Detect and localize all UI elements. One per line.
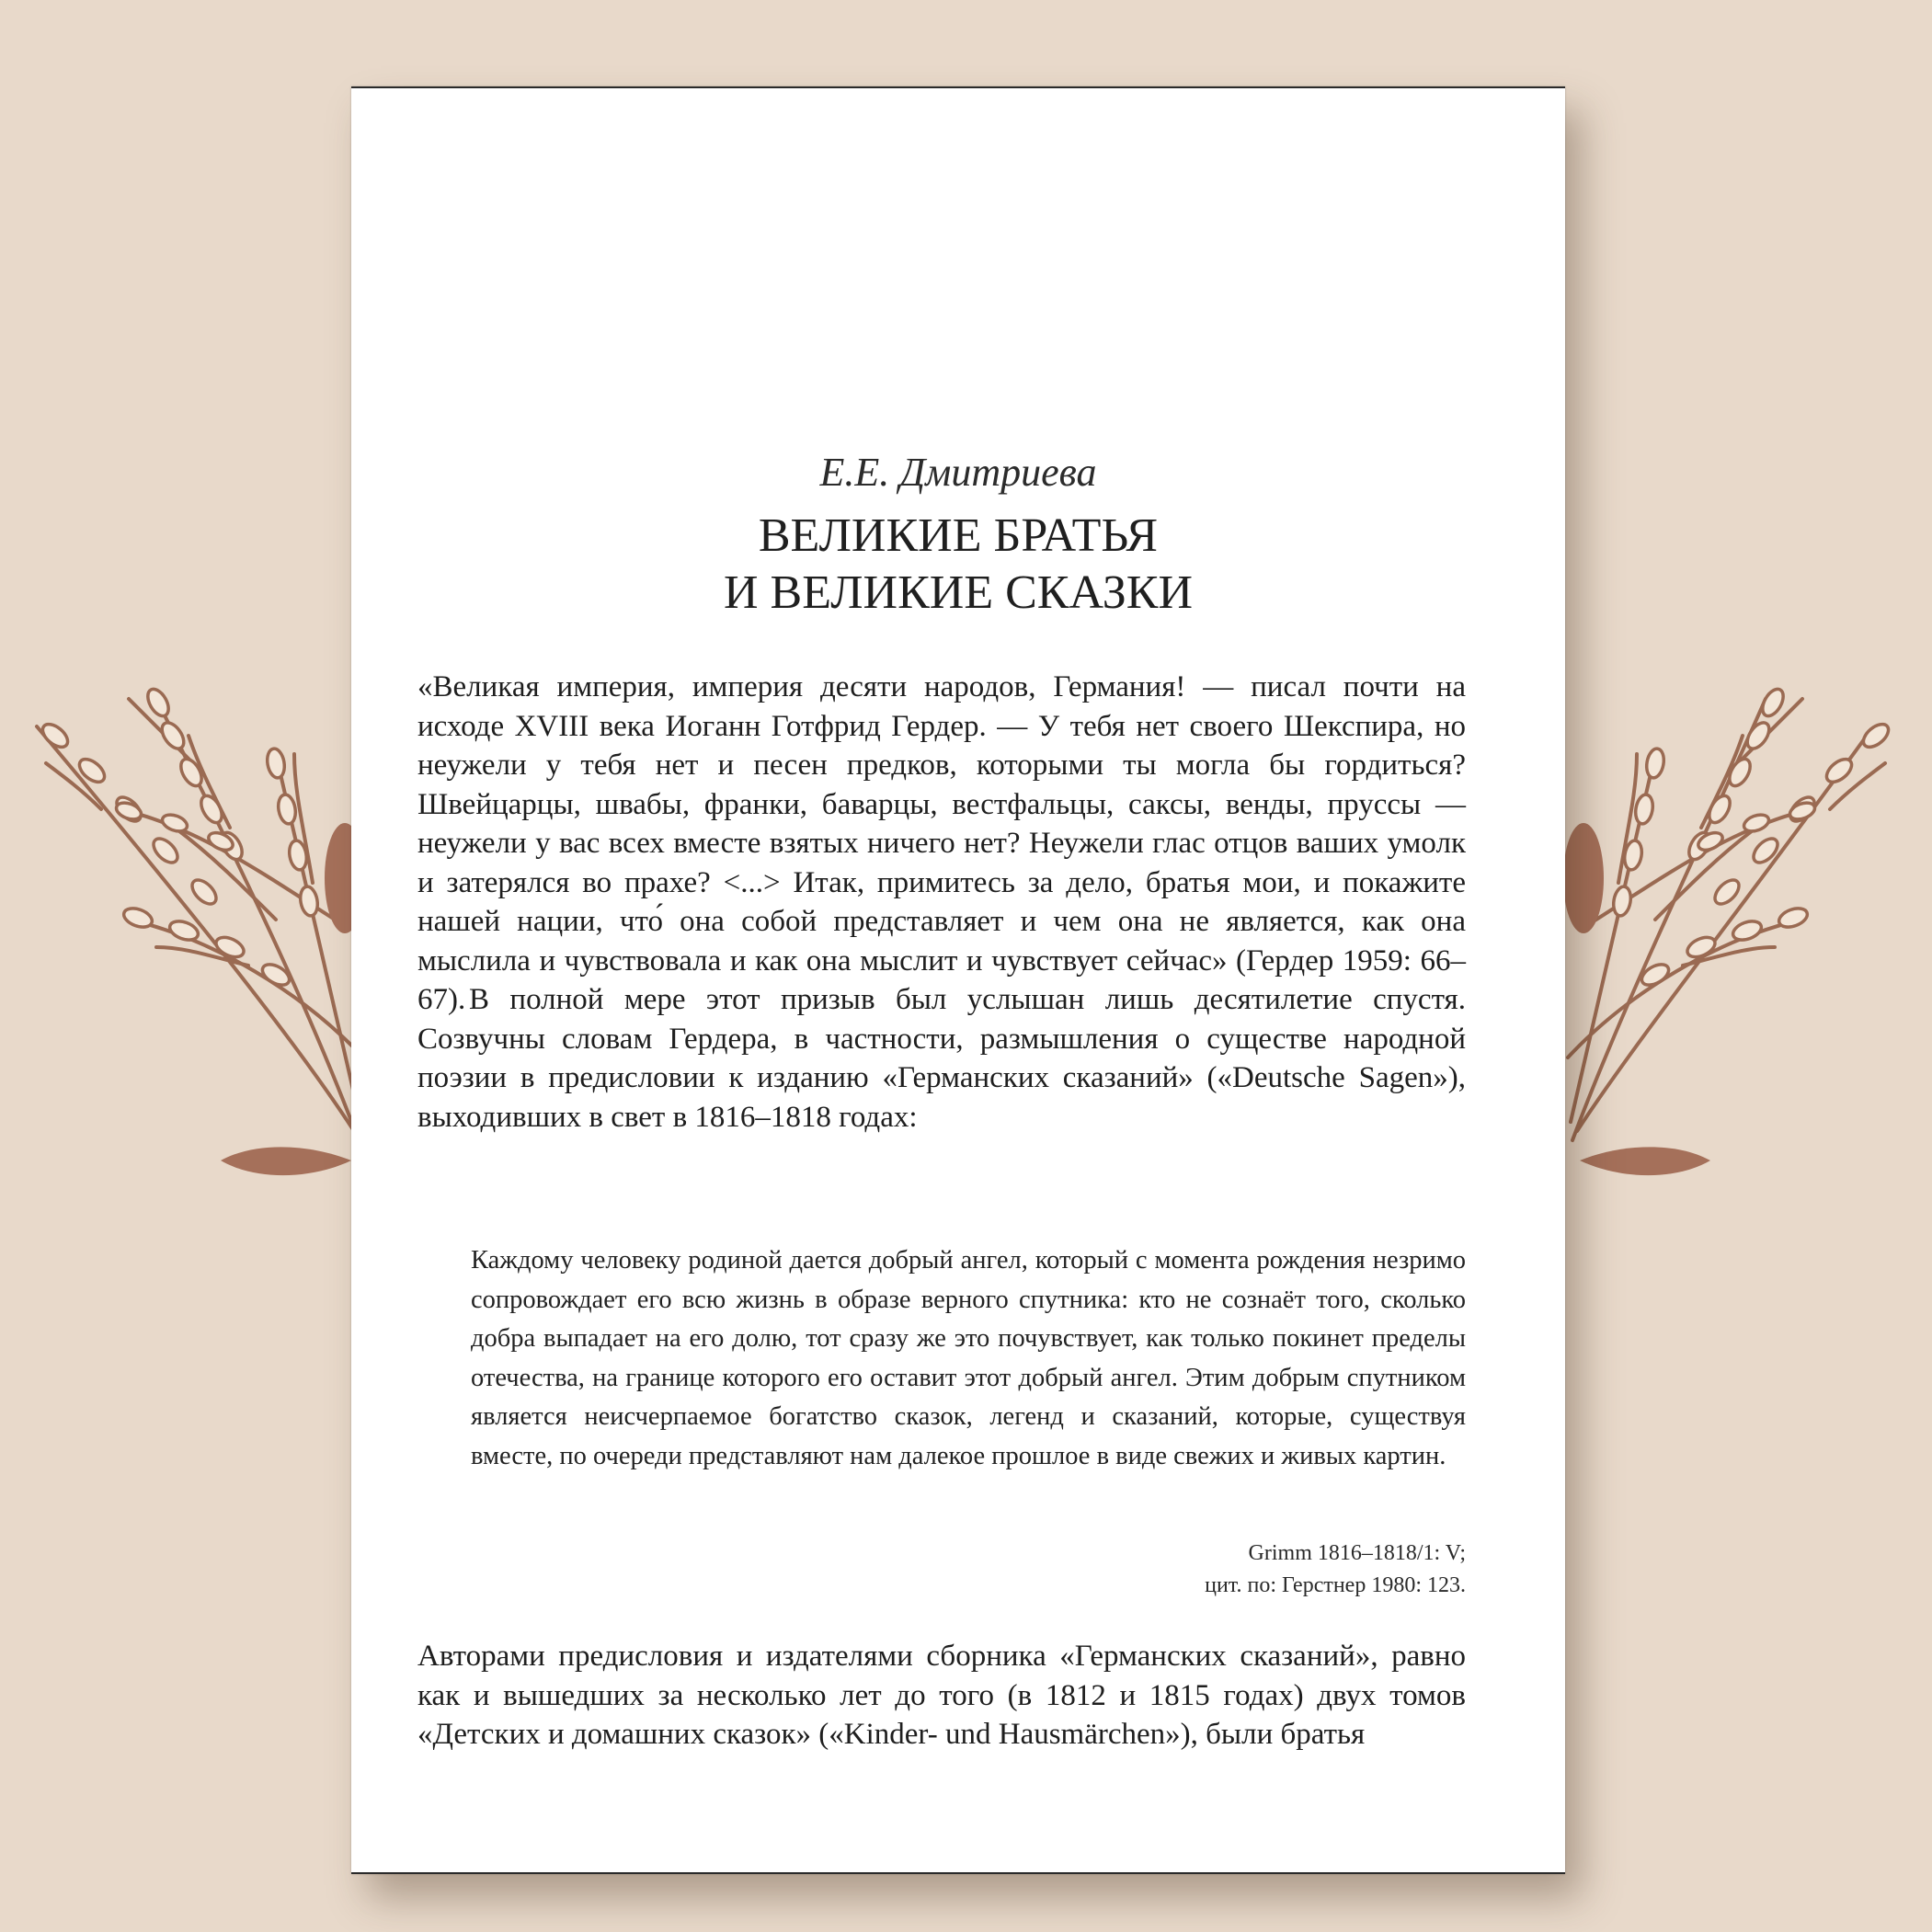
block-quote: Каждому человеку родиной дается добрый ангел, который с момента рождения незримо сопровождает его всю жизнь в образе верного спутника: кто не сознаёт того, сколько добра выпадает на его долю, тот сразу же это почувствует, как только покинет пределы отечества, на границе которого его оставит этот добрый ангел. Этим добрым спутником является неисчерпаемое богатство сказок, легенд и сказаний, которые, существуя вместе, по очереди представляют нам далекое прошлое в виде свежих и живых картин.	[471, 1246, 1466, 1470]
paragraph-herder-quote: «Великая империя, империя десяти народов, Германия! — писал почти на исходе XVIII века Иоганн Готфрид Гердер. — У тебя нет своего Шекспира, но неужели у тебя нет и песен предков, которыми ты могла бы гордиться? Швейцарцы, швабы, франки, баварцы, вестфальцы, саксы, венды, пруссы — неужели у вас всех вместе взятых ничего нет? Неужели глас отцов ваших умолк и затерялся во прахе? <...> Итак, примитесь за дело, братья мои, и покажите нашей нации, что́ она собой представляет и чем она не является, как она мыслила и чувствовала и как она мыслит и чувствует сейчас» (Гердер 1959: 66–67).	[417, 670, 1466, 1016]
title-line: И ВЕЛИКИЕ СКАЗКИ	[723, 566, 1194, 619]
chapter-title	[351, 508, 1565, 622]
author-name: Е.Е. Дмитриева	[819, 450, 1097, 495]
title-line: ВЕЛИКИЕ БРАТЬЯ	[758, 509, 1159, 562]
citation-line: цит. по: Герстнер 1980: 123.	[1205, 1573, 1466, 1597]
paragraph-authors: Авторами предисловия и издателями сборника «Германских сказаний», равно как и вышедших за несколько лет до того (в 1812 и 1815 годах) двух томов «Детских и домашних сказок» («Kinder- und Hausmärchen»), были братья	[417, 1640, 1466, 1751]
paragraph-intro: В полной мере этот призыв был услышан лишь десятилетие спустя. Созвучны словам Гердера, в частности, размышления о существе народной поэзии в предисловии к изданию «Германских сказаний» («Deutsche Sagen»), выходивших в свет в 1816–1818 годах:	[417, 983, 1466, 1134]
citation-line: Grimm 1816–1818/1: V;	[1248, 1541, 1466, 1565]
book-page	[351, 86, 1565, 1874]
quote-citation	[1205, 1538, 1466, 1602]
